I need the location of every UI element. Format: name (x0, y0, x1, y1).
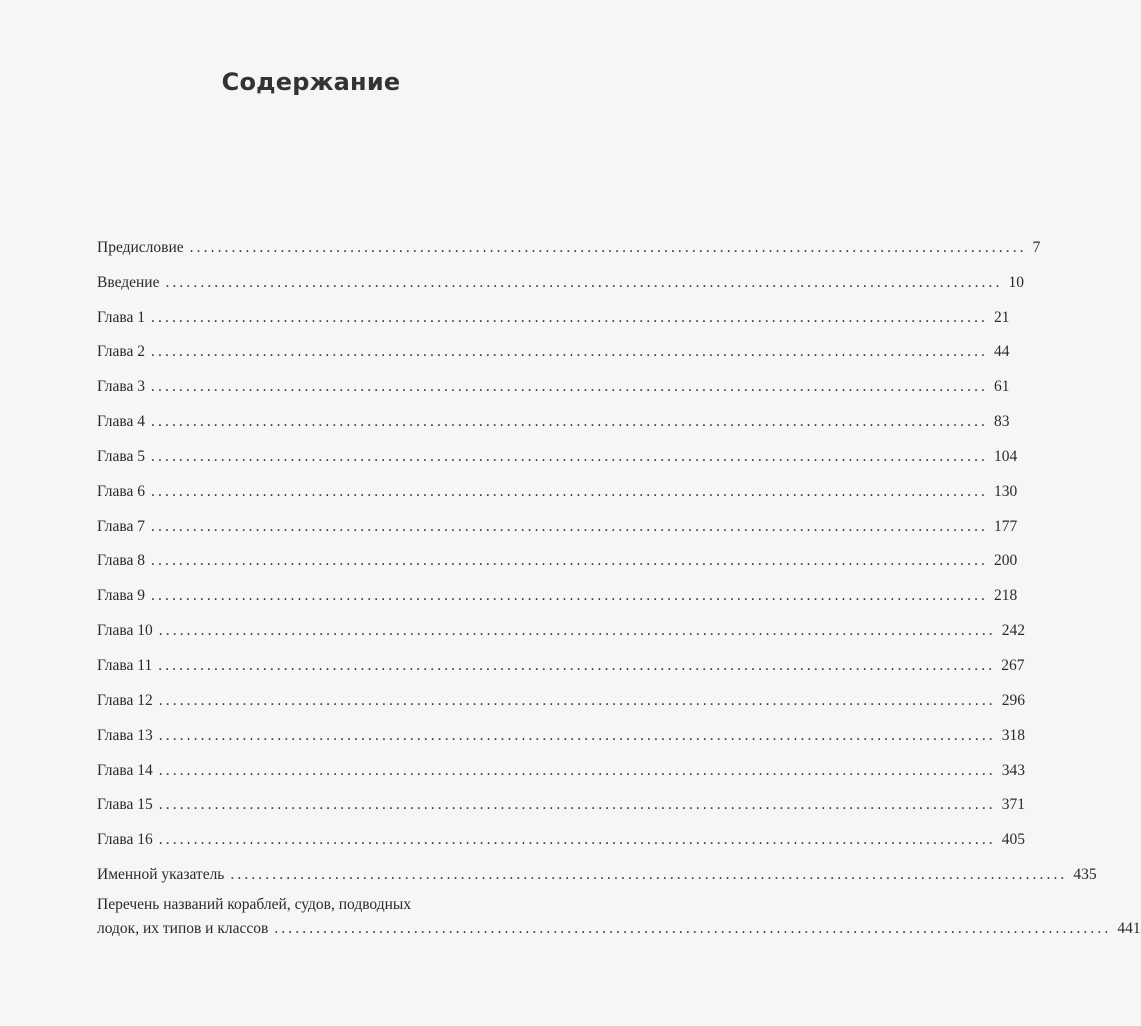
toc-entry (97, 362, 1010, 397)
toc-entry (97, 502, 1018, 537)
dot-leader: ........................................................................................................................ (151, 378, 989, 396)
toc-entry (97, 223, 1041, 258)
toc-entry-label: Глава 11 (97, 656, 153, 674)
toc-entry (97, 606, 1026, 641)
toc-entry-label: Глава 12 (97, 691, 153, 709)
toc-entry-label: Глава 7 (97, 517, 146, 535)
toc-entry-multiline (97, 895, 1141, 939)
toc-entry-label: Глава 16 (97, 831, 153, 849)
dot-leader: ........................................................................................................................ (151, 308, 989, 326)
toc-entry-page: 177 (994, 517, 1018, 535)
toc-entry-page: 83 (994, 413, 1010, 431)
dot-leader: ........................................................................................................................ (151, 482, 989, 500)
dot-leader: ........................................................................................................................ (165, 273, 1003, 291)
toc-entry-label: Глава 14 (97, 761, 153, 779)
toc-entry-label: Глава 13 (97, 726, 153, 744)
toc-entry-label: Глава 10 (97, 622, 153, 640)
toc-entry (97, 432, 1018, 467)
toc-entry-page: 218 (994, 587, 1018, 605)
dot-leader: ........................................................................................................................ (189, 238, 1027, 256)
toc-entry (97, 815, 1026, 850)
dot-leader: ........................................................................................................................ (158, 796, 996, 814)
toc-entry-page: 21 (994, 308, 1010, 326)
toc-entry (97, 746, 1026, 781)
dot-leader: ........................................................................................................................ (158, 761, 996, 779)
dot-leader: ........................................................................................................................ (158, 831, 996, 849)
table-of-contents (97, 223, 1141, 939)
toc-entry-label-line2: лодок, их типов и классов (97, 920, 269, 938)
toc-entry-label: Глава 1 (97, 308, 146, 326)
toc-entry (97, 258, 1024, 293)
toc-entry (97, 850, 1097, 885)
toc-entry-label: Глава 9 (97, 587, 146, 605)
toc-entry (97, 467, 1018, 502)
toc-entry-page: 267 (1001, 656, 1025, 674)
toc-entry-page: 405 (1001, 831, 1026, 849)
toc-entry-label: Глава 8 (97, 552, 146, 570)
dot-leader: ........................................................................................................................ (151, 517, 989, 535)
toc-entry-page: 296 (1001, 691, 1026, 709)
toc-entry-page: 130 (994, 482, 1018, 500)
toc-entry (97, 397, 1010, 432)
toc-entry (97, 571, 1018, 606)
toc-entry-label: Предисловие (97, 238, 184, 256)
toc-entry (97, 537, 1018, 572)
dot-leader: ........................................................................................................................ (151, 343, 989, 361)
toc-entry-label: Введение (97, 273, 160, 291)
toc-entry-page: 104 (994, 447, 1018, 465)
toc-entry-page: 318 (1001, 726, 1026, 744)
toc-entry-page: 44 (994, 343, 1010, 361)
toc-entry-page: 7 (1032, 238, 1041, 256)
toc-entry-label: Глава 4 (97, 413, 146, 431)
dot-leader: ........................................................................................................................ (158, 691, 996, 709)
toc-entry (97, 711, 1026, 746)
toc-entry (97, 641, 1025, 676)
dot-leader: ........................................................................................................................ (274, 920, 1112, 938)
dot-leader: ........................................................................................................................ (151, 552, 989, 570)
toc-entry-label-line1: Перечень названий кораблей, судов, подводных (97, 896, 412, 914)
toc-entry-page: 371 (1001, 796, 1026, 814)
toc-entry-label: Глава 15 (97, 796, 153, 814)
dot-leader: ........................................................................................................................ (151, 447, 989, 465)
toc-entry-page: 61 (994, 378, 1010, 396)
toc-entry-page: 343 (1001, 761, 1026, 779)
dot-leader: ........................................................................................................................ (151, 587, 989, 605)
toc-entry-label: Глава 2 (97, 343, 146, 361)
dot-leader: ........................................................................................................................ (230, 866, 1068, 884)
toc-entry (97, 328, 1010, 363)
toc-entry-page: 10 (1008, 273, 1024, 291)
dot-leader: ........................................................................................................................ (158, 726, 996, 744)
dot-leader: ........................................................................................................................ (158, 622, 996, 640)
toc-entry (97, 781, 1026, 816)
toc-entry-label: Глава 3 (97, 378, 146, 396)
toc-entry-label: Глава 5 (97, 447, 146, 465)
toc-entry-page: 441 (1117, 920, 1141, 938)
toc-entry-page: 435 (1073, 866, 1097, 884)
toc-entry-page: 242 (1001, 622, 1026, 640)
toc-entry-label: Именной указатель (97, 866, 225, 884)
toc-entry (97, 293, 1010, 328)
toc-entry-page: 200 (994, 552, 1018, 570)
dot-leader: ........................................................................................................................ (151, 413, 989, 431)
page-title: Содержание (221, 68, 401, 96)
dot-leader: ........................................................................................................................ (158, 656, 996, 674)
toc-entry-label: Глава 6 (97, 482, 146, 500)
toc-entry-line2 (97, 919, 1141, 939)
toc-entry (97, 676, 1026, 711)
